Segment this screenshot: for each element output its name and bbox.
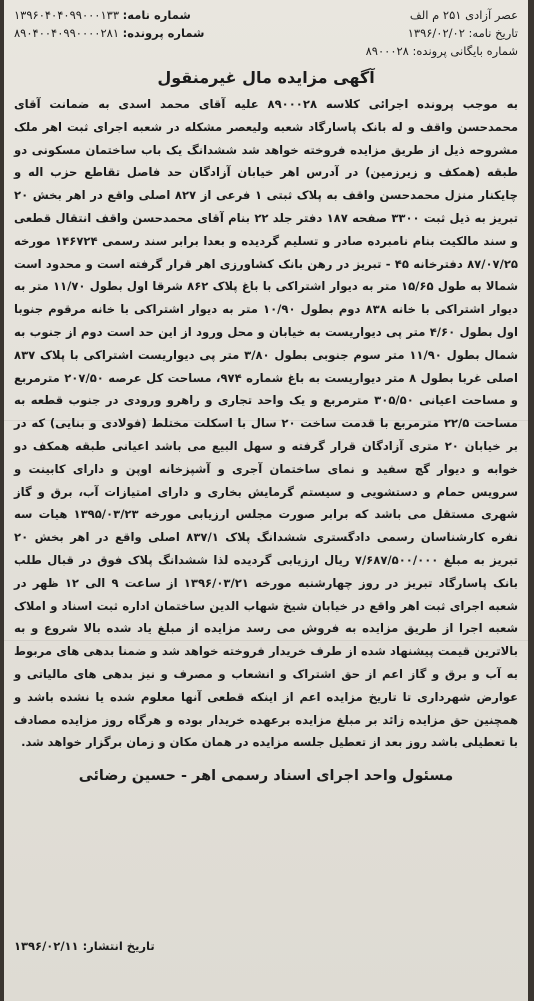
paper-fold-line bbox=[4, 640, 528, 641]
letter-date-label: تاریخ نامه: bbox=[468, 26, 518, 40]
signature-line: مسئول واحد اجرای اسناد رسمی اهر - حسین رضائی bbox=[78, 768, 454, 785]
archive-number-value: ۸۹۰۰۰۲۸ bbox=[365, 44, 409, 58]
paper-fold-line bbox=[4, 420, 528, 421]
notice-body bbox=[14, 93, 518, 754]
letter-number-value: ۱۳۹۶۰۴۰۴۰۹۹۰۰۰۱۳۳ bbox=[14, 8, 120, 22]
header-right-label-1: عصر آزادی bbox=[465, 8, 518, 22]
notice-body-paragraph: به موجب پرونده اجرائی کلاسه ۸۹۰۰۰۲۸ علیه آقای محمد اسدی به ضمانت آقای محمدحسن واقف و له بانک پاسارگاد شعبه ولیعصر مشکله در شعبه اجرای ثبت اهر ملک مشروحه ذیل از طریق مزایده فروخته خواهد شد ششدانگ یک باب ساختمان مسکونی دو طبقه (همکف و زیرزمین) در آدرس اهر خیابان آزادگان حد فاصل تقاطع حزب اله و چایکنار منزل محمدحسن واقف به پلاک ثبتی ۱ فرعی از ۸۲۷ اصلی واقع در اهر بخش ۲۰ تبریز به ذیل ثبت ۳۳۰۰ صفحه ۱۸۷ دفتر جلد ۲۲ بنام آقای محمدحسن واقف انتقال قطعی و سند مالکیت بنام نامبرده صادر و تسلیم گردیده و بعدا برابر سند رسمی ۱۴۶۷۲۴ مورخه ۸۷/۰۷/۲۵ دفترخانه ۴۵ - تبریز در رهن بانک کشاورزی اهر قرار گرفته است و محدود است شمالا به طول ۱۵/۶۵ متر به دیوار اشتراکی با باغ پلاک ۸۶۲ شرقا اول بطول ۱۱/۷۰ متر به دیوار اشتراکی با خانه ۸۳۸ دوم بطول ۱۰/۹۰ متر به دیوار اشتراکی با خانه مرقوم جنوبا اول بطول ۴/۶۰ متر پی دیواریست به خیابان و محل ورود از این حد است دوم از جنوب به شمال بطول ۱۱/۹۰ متر سوم جنوبی بطول ۳/۸۰ متر پی دیواریست اشتراکی با پلاک ۸۳۷ اصلی غربا بطول ۸ متر دیواریست به باغ شماره ۹۷۴، مساحت کل عرصه ۲۰۷/۵۰ مترمربع و مساحت اعیانی ۳۰۵/۵۰ مترمربع و یک واحد تجاری و راهرو ورودی در جنوب قطعه به مساحت ۲۲/۵ مترمربع با قدمت ساخت ۲۰ سال با اسکلت مختلط (فولادی و بنایی) که در بر خیابان ۲۰ متری آزادگان قرار گرفته و سهل البیع می باشد اعیانی طبقه همکف دو خوابه و دیوار گچ سفید و نمای ساختمان آجری و آشپزخانه اوپن و دارای کابینت و سرویس حمام و دستشویی و سیستم گرمایش بخاری و دارای امتیازات آب، برق و گاز شهری مستقل می باشد که برابر صورت مجلس ارزیابی مورخه ۱۳۹۵/۰۳/۲۳ هیات سه نفره کارشناسان رسمی دادگستری ششدانگ پلاک ۸۳۷/۱ اصلی واقع در اهر بخش ۲۰ تبریز به مبلغ ۷/۶۸۷/۵۰۰/۰۰۰ ریال ارزیابی گردیده لذا ششدانگ پلاک فوق در قبال طلب بانک پاسارگاد تبریز در روز چهارشنبه مورخه ۱۳۹۶/۰۳/۲۱ از ساعت ۹ الی ۱۲ ظهر در شعبه اجرای ثبت اهر واقع در خیابان شیخ شهاب الدین ساختمان اداره ثبت اسناد و املاک شعبه اجرا از طریق مزایده به فروش می رسد مزایده از مبلغ یاد شده بالا شروع و به بالاترین قیمت پیشنهاد شده از طرف خریدار فروخته خواهد شد و ضمنا بدهی های مربوط به آب و برق و گاز اعم از حق اشتراک و انشعاب و مصرف و نیز بدهی های مالیاتی و عوارض شهرداری تا تاریخ مزایده اعم از اینکه قطعی آنها معلوم شده یا نشده باشد و همچنین حق مزایده زائد بر مبلغ مزایده برعهده خریدار بوده و هرگاه روز مزایده مصادف با تعطیلی باشد روز بعد از تعطیل جلسه مزایده در همان مکان و زمان برگزار خواهد شد. bbox=[14, 97, 519, 750]
letter-number-label: شماره نامه: bbox=[122, 8, 191, 22]
publication-date-label: تاریخ انتشار: bbox=[82, 939, 155, 953]
case-number-value: ۸۹۰۴۰۰۴۰۹۹۰۰۰۰۲۸۱ bbox=[14, 26, 120, 40]
header-row-1 bbox=[14, 6, 518, 24]
notice-title: آگهی مزایده مال غیرمنقول bbox=[157, 68, 375, 87]
header-row-2 bbox=[14, 24, 518, 42]
publication-date bbox=[14, 939, 155, 953]
header-row-3 bbox=[14, 42, 518, 60]
letter-date-value: ۱۳۹۶/۰۲/۰۲ bbox=[407, 26, 465, 40]
publication-date-value: ۱۳۹۶/۰۲/۱۱ bbox=[14, 939, 79, 953]
newspaper-clipping bbox=[4, 0, 528, 1001]
header-right-value-1: ۲۵۱ م الف bbox=[409, 8, 462, 22]
archive-number-label: شماره بایگانی پرونده: bbox=[412, 44, 518, 58]
case-number-label: شماره پرونده: bbox=[122, 26, 205, 40]
